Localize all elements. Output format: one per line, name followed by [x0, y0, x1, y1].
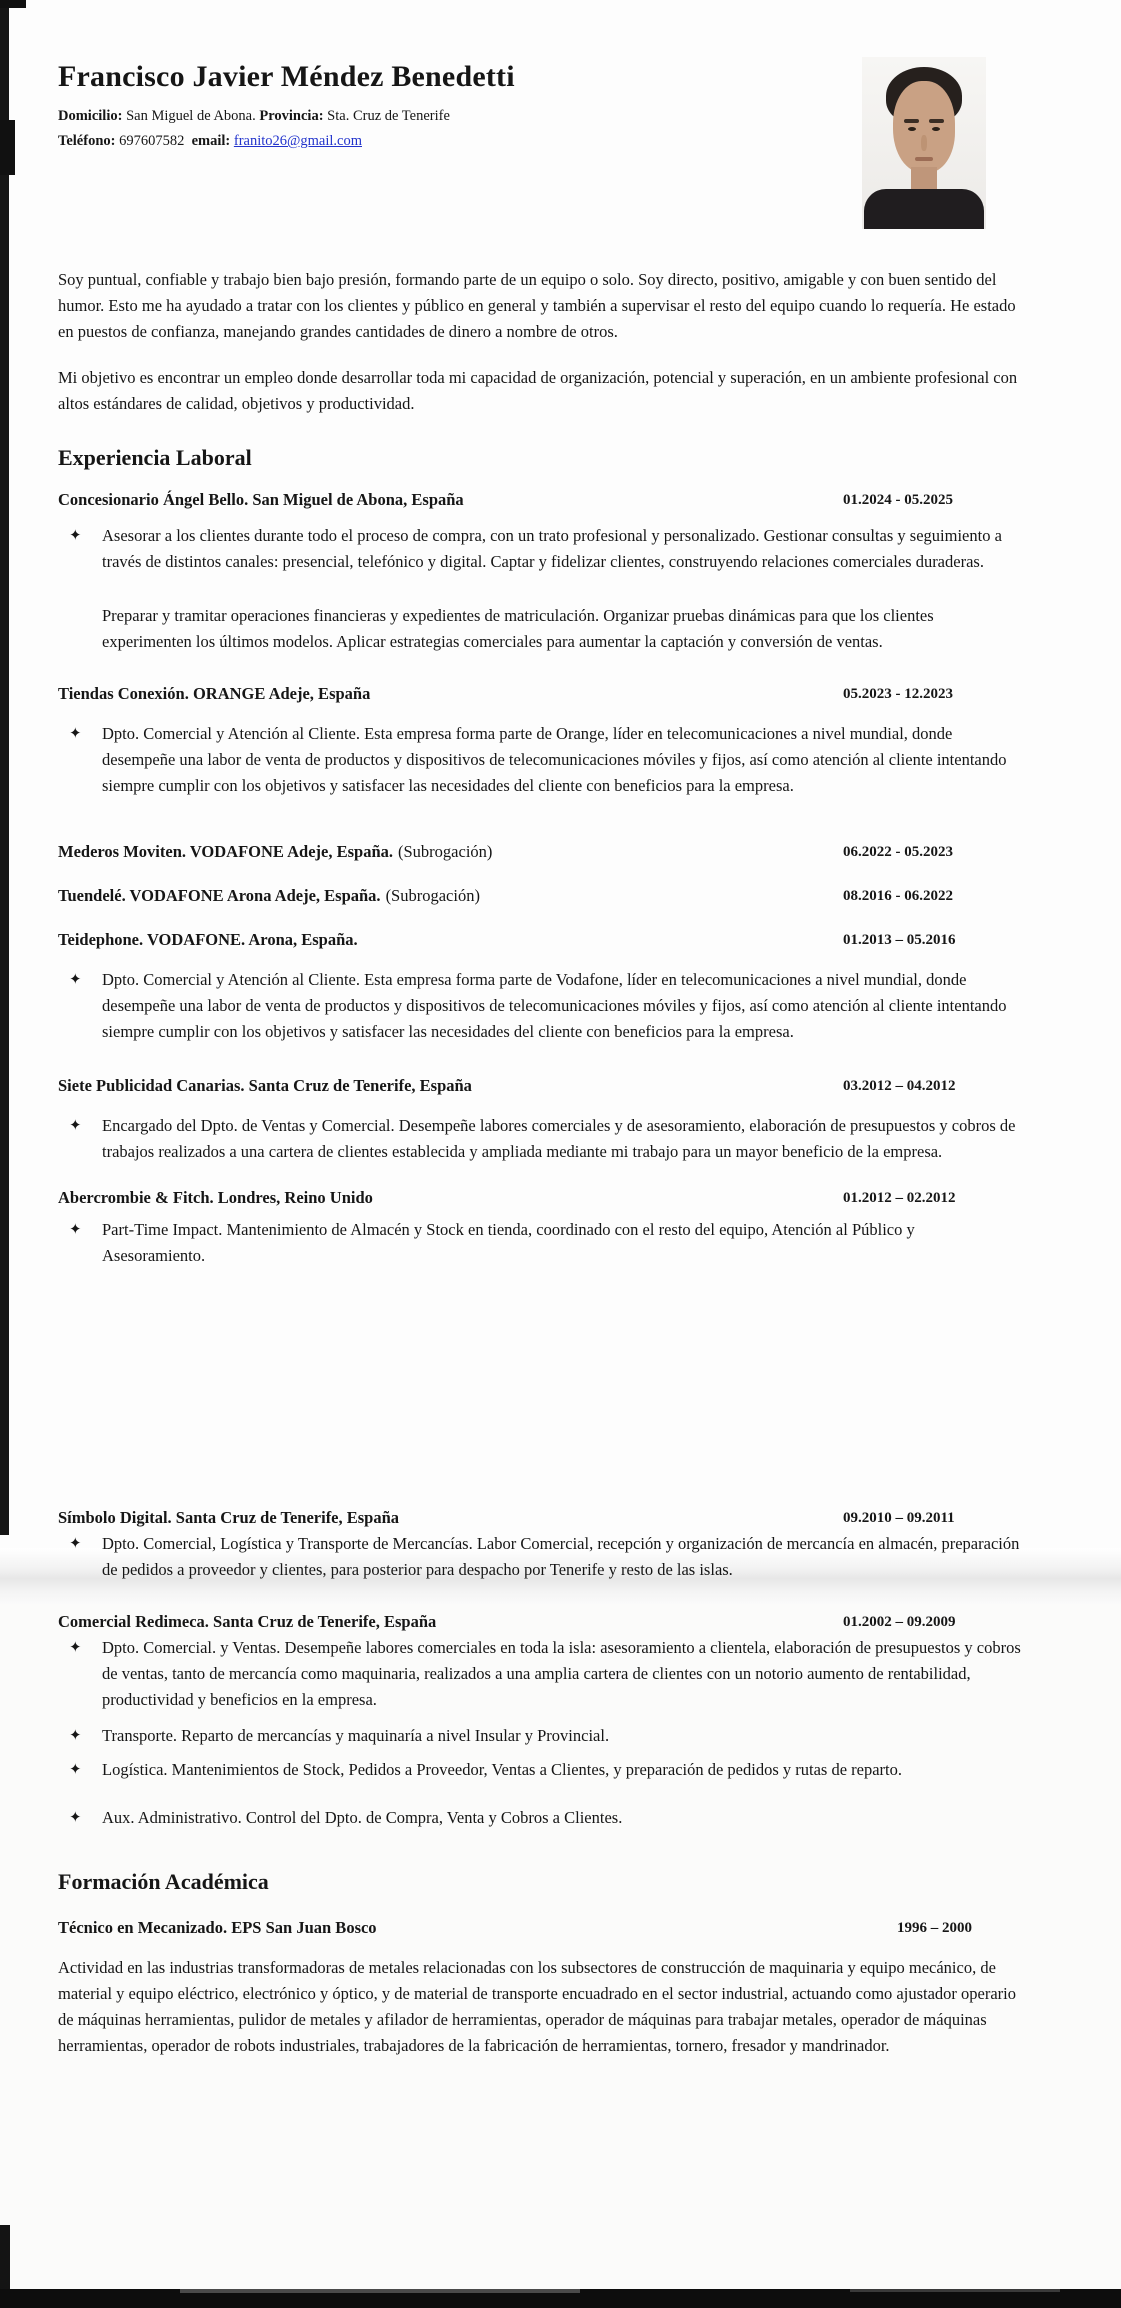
job-company: Símbolo Digital. Santa Cruz de Tenerife, España: [58, 1508, 400, 1527]
star-bullet-icon: ✦: [69, 1728, 82, 1744]
job-bullet: [58, 721, 1021, 799]
section-title-experience: Experiencia Laboral: [58, 445, 252, 470]
job-bullet: [58, 1531, 1021, 1583]
job-company: Mederos Moviten. VODAFONE Adeje, España. (Subrogación): [58, 842, 493, 861]
star-bullet-icon: ✦: [69, 1118, 82, 1134]
job-dates: 01.2012 – 02.2012: [843, 1190, 956, 1206]
job-header-concesionario-angel-bello: [58, 487, 1021, 513]
scan-bottom-edge: [0, 2289, 1121, 2308]
star-bullet-icon: ✦: [69, 972, 82, 988]
job-bullet-text: Dpto. Comercial. y Ventas. Desempeñe labores comerciales en toda la isla: asesoramiento a clientela, elaboración de presupuestos y cobros de ventas, tanto de mercancía como maquinaria, realizados a una amplia cartera de clientes con un notorio aumento de rentabilidad, productividad y beneficios en la empresa.: [102, 1638, 1021, 1709]
star-bullet-icon: ✦: [69, 1640, 82, 1656]
job-company: Tuendelé. VODAFONE Arona Adeje, España. (Subrogación): [58, 886, 480, 905]
job-header-abercrombie-fitch: [58, 1185, 1021, 1211]
email-link[interactable]: franito26@gmail.com: [233, 133, 362, 149]
contact-line-phone-email: [58, 129, 1021, 154]
job-company-suffix: (Subrogación): [385, 886, 480, 905]
education-header: [58, 1915, 1021, 1941]
job-company: Siete Publicidad Canarias. Santa Cruz de Tenerife, España: [58, 1076, 472, 1095]
job-bullet-text: Logística. Mantenimientos de Stock, Pedidos a Proveedor, Ventas a Clientes, y preparación de pedidos y rutas de reparto.: [102, 1760, 903, 1779]
star-bullet-icon: ✦: [69, 1762, 82, 1778]
provincia-label: Provincia:: [259, 108, 324, 124]
telefono-label: Teléfono:: [58, 133, 116, 149]
job-header-comercial-redimeca: [58, 1609, 1021, 1635]
email-label: email:: [191, 133, 231, 149]
job-header-mederos-moviten: [58, 839, 1021, 865]
job-bullet: [58, 1113, 1021, 1165]
star-bullet-icon: ✦: [69, 528, 82, 544]
job-dates: 05.2023 - 12.2023: [843, 686, 953, 702]
job-bullet-text: Dpto. Comercial y Atención al Cliente. Esta empresa forma parte de Orange, líder en telecomunicaciones a nivel mundial, donde desempeñe una labor de venta de productos y dispositivos de telecomunicaciones móviles y fijos, así como atención al cliente intentando siempre cumplir con los objetivos y satisfacer las necesidades del cliente con beneficios para la empresa.: [102, 724, 1007, 795]
education-degree: Técnico en Mecanizado. EPS San Juan Bosco: [58, 1918, 377, 1937]
job-company-suffix: (Subrogación): [398, 842, 493, 861]
job-dates: 01.2002 – 09.2009: [843, 1614, 956, 1630]
contact-info: [58, 104, 1021, 154]
job-company: Teidephone. VODAFONE. Arona, España.: [58, 930, 358, 949]
scan-bottom-edge-segment: [850, 2289, 1060, 2292]
summary-paragraph-2: Mi objetivo es encontrar un empleo donde desarrollar toda mi capacidad de organización, potencial y superación, en un ambiente profesional con altos estándares de calidad, objetivos y productividad.: [58, 368, 1018, 413]
job-bullet-text: Dpto. Comercial, Logística y Transporte de Mercancías. Labor Comercial, recepción y organización de mercancía en almacén, preparación de pedidos a proveedor y clientes, para posterior para despacho por Tenerife y resto de las islas.: [102, 1534, 1020, 1579]
education-description: Actividad en las industrias transformadoras de metales relacionadas con los subsectores de construcción de maquinaria y equipo mecánico, de material y equipo eléctrico, electrónico y óptico, y de material de transporte encuadrado en el sector industrial, actuando como ajustador operario de máquinas herramientas, pulidor de metales y afilador de herramientas, operador de máquinas para trabajar metales, operador de máquinas herramientas, operador de robots industriales, trabajadores de la fabricación de herramientas, tornero, fresador y mandrinador.: [58, 1958, 1016, 2055]
job-header-tuendele: [58, 883, 1021, 909]
star-bullet-icon: ✦: [69, 1810, 82, 1826]
job-bullet-text: Asesorar a los clientes durante todo el proceso de compra, con un trato profesional y personalizado. Gestionar consultas y seguimiento a través de distintos canales: presencial, telefónico y digital. Captar y fidelizar clientes, construyendo relaciones comerciales duraderas.: [102, 526, 1002, 571]
job-dates: 08.2016 - 06.2022: [843, 888, 953, 904]
job-header-siete-publicidad: [58, 1073, 1021, 1099]
job-bullet: [58, 967, 1021, 1045]
job-dates: 01.2013 – 05.2016: [843, 932, 956, 948]
job-header-simbolo-digital: [58, 1505, 1021, 1531]
job-dates: 01.2024 - 05.2025: [843, 492, 953, 508]
job-bullet: [58, 1805, 1021, 1831]
scan-bottom-edge-segment: [180, 2289, 580, 2293]
job-company: Abercrombie & Fitch. Londres, Reino Unido: [58, 1188, 373, 1207]
education-dates: 1996 – 2000: [897, 1920, 972, 1936]
job-dates: 03.2012 – 04.2012: [843, 1078, 956, 1094]
job-bullet: [58, 523, 1021, 575]
contact-line-address: [58, 104, 1021, 129]
job-company: Comercial Redimeca. Santa Cruz de Tenerife, España: [58, 1612, 437, 1631]
job-header-tiendas-conexion: [58, 681, 1021, 707]
domicilio-value: San Miguel de Abona.: [126, 108, 256, 124]
job-bullet-text: Part-Time Impact. Mantenimiento de Almacén y Stock en tienda, coordinado con el resto del equipo, Atención al Público y Asesoramiento.: [102, 1220, 915, 1265]
star-bullet-icon: ✦: [69, 1536, 82, 1552]
job-bullet: [58, 1635, 1021, 1713]
job-company: Tiendas Conexión. ORANGE Adeje, España: [58, 684, 371, 703]
job-bullet: [58, 1217, 1021, 1269]
job-dates: 09.2010 – 09.2011: [843, 1510, 955, 1526]
job-company: Concesionario Ángel Bello. San Miguel de Abona, España: [58, 490, 464, 509]
section-title-education: Formación Académica: [58, 1869, 269, 1894]
job-extra-paragraph: Preparar y tramitar operaciones financieras y expedientes de matriculación. Organizar pruebas dinámicas para que los clientes experimenten los últimos modelos. Aplicar estrategias comerciales para aumentar la captación y conversión de ventas.: [102, 606, 934, 651]
job-bullet-text: Encargado del Dpto. de Ventas y Comercial. Desempeñe labores comerciales y de asesoramiento, elaboración de presupuestos y cobros de trabajos realizados a una cartera de clientes establecida y ampliada mediante mi trabajo para un mayor beneficio de la empresa.: [102, 1116, 1016, 1161]
page-title: Francisco Javier Méndez Benedetti: [58, 60, 515, 93]
summary-paragraph-1: Soy puntual, confiable y trabajo bien bajo presión, formando parte de un equipo o solo. Soy directo, positivo, amigable y con buen sentido del humor. Esto me ha ayudado a tratar con los clientes y público en general y también a supervisar el resto del equipo cuando lo requería. He estado en puestos de confianza, manejando grandes cantidades de dinero a nombre de otros.: [58, 270, 1016, 341]
provincia-value: Sta. Cruz de Tenerife: [327, 108, 450, 124]
job-bullet: [58, 1757, 1021, 1783]
domicilio-label: Domicilio:: [58, 108, 123, 124]
job-header-teidephone: [58, 927, 1021, 953]
star-bullet-icon: ✦: [69, 726, 82, 742]
job-bullet-text: Dpto. Comercial y Atención al Cliente. Esta empresa forma parte de Vodafone, líder en telecomunicaciones a nivel mundial, donde desempeñe una labor de venta de productos y dispositivos de telecomunicaciones móviles y fijos, así como atención al cliente intentando siempre cumplir con los objetivos y satisfacer las necesidades del cliente con beneficios para la empresa.: [102, 970, 1007, 1041]
telefono-value: 697607582: [119, 133, 185, 149]
job-dates: 06.2022 - 05.2023: [843, 844, 953, 860]
job-bullet-text: Transporte. Reparto de mercancías y maquinaría a nivel Insular y Provincial.: [102, 1726, 610, 1745]
job-bullet: [58, 1723, 1021, 1749]
star-bullet-icon: ✦: [69, 1222, 82, 1238]
job-bullet-text: Aux. Administrativo. Control del Dpto. de Compra, Venta y Cobros a Clientes.: [102, 1808, 623, 1827]
